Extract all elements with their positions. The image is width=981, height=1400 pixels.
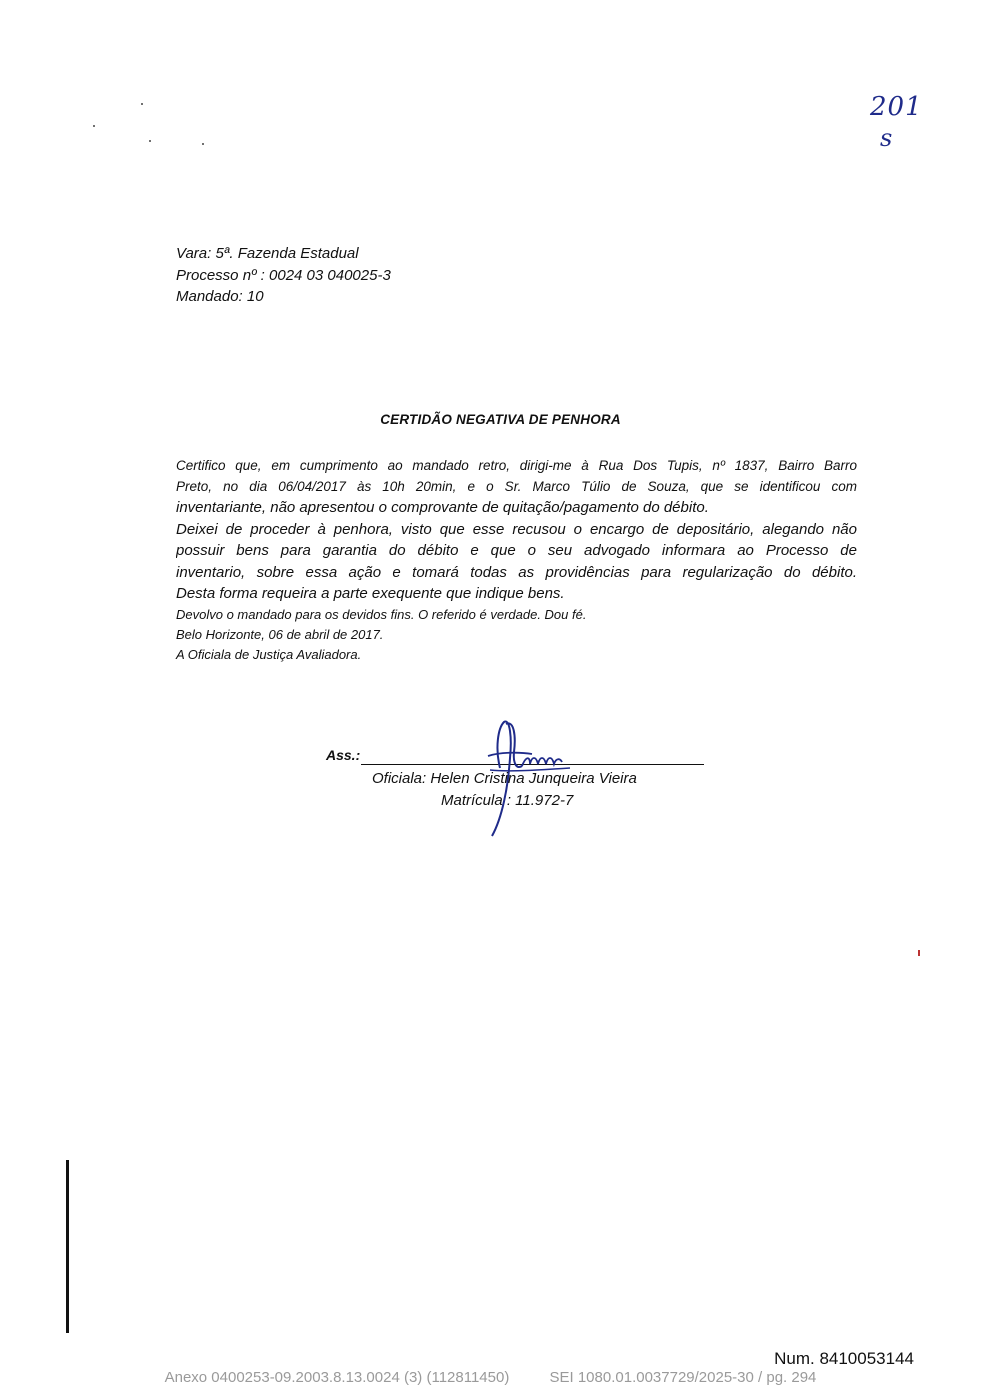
body-line: inventario, sobre essa ação e tomará todas as providências para regularização do débito. bbox=[176, 563, 857, 581]
handwritten-page-number: 201 bbox=[870, 92, 923, 122]
case-header bbox=[176, 243, 391, 308]
body-line: inventariante, não apresentou o comprovante de quitação/pagamento do débito. bbox=[176, 499, 709, 516]
scan-speck bbox=[141, 103, 143, 105]
body-line: Belo Horizonte, 06 de abril de 2017. bbox=[176, 626, 384, 642]
annex-reference: Anexo 0400253-09.2003.8.13.0024 (3) (112811450) bbox=[164, 1369, 510, 1386]
document-number: Num. 8410053144 bbox=[774, 1349, 914, 1368]
scan-speck bbox=[93, 125, 95, 127]
handwritten-mark: s bbox=[880, 124, 894, 152]
signature-label: Ass.: bbox=[326, 747, 361, 763]
body-line: Preto, no dia 06/04/2017 às 10h 20min, e o Sr. Marco Túlio de Souza, que se identificou com bbox=[176, 479, 857, 494]
document-title bbox=[0, 412, 981, 427]
scan-speck bbox=[918, 950, 920, 956]
officer-name: Oficiala: Helen Cristina Junqueira Vieira bbox=[372, 770, 637, 787]
mandado-line: Mandado: 10 bbox=[176, 288, 264, 305]
body-line: A Oficiala de Justiça Avaliadora. bbox=[176, 646, 362, 662]
body-line: Deixei de proceder à penhora, visto que esse recusou o encargo de depositário, alegando não bbox=[176, 520, 857, 538]
sei-reference: SEI 1080.01.0037729/2025-30 / pg. 294 bbox=[549, 1369, 817, 1386]
document-title-text: CERTIDÃO NEGATIVA DE PENHORA bbox=[380, 412, 621, 427]
body-line: Certifico que, em cumprimento ao mandado retro, dirigi-me à Rua Dos Tupis, nº 1837, Bairro Barro bbox=[176, 458, 857, 473]
body-line: Devolvo o mandado para os devidos fins. O referido é verdade. Dou fé. bbox=[176, 606, 587, 622]
body-line: Desta forma requeira a parte exequente que indique bens. bbox=[176, 585, 565, 602]
scan-speck bbox=[202, 143, 204, 145]
vara-line: Vara: 5ª. Fazenda Estadual bbox=[176, 245, 359, 262]
certificate-body bbox=[176, 455, 857, 665]
scan-edge-line bbox=[66, 1160, 69, 1333]
signature-area bbox=[0, 700, 981, 860]
processo-line: Processo nº : 0024 03 040025-3 bbox=[176, 266, 391, 284]
body-line: possuir bens para garantia do débito e que o seu advogado informara ao Processo de bbox=[176, 542, 857, 559]
scan-speck bbox=[149, 140, 151, 142]
footer-metadata bbox=[0, 1369, 981, 1386]
officer-registration: Matrícula : 11.972-7 bbox=[441, 792, 574, 809]
